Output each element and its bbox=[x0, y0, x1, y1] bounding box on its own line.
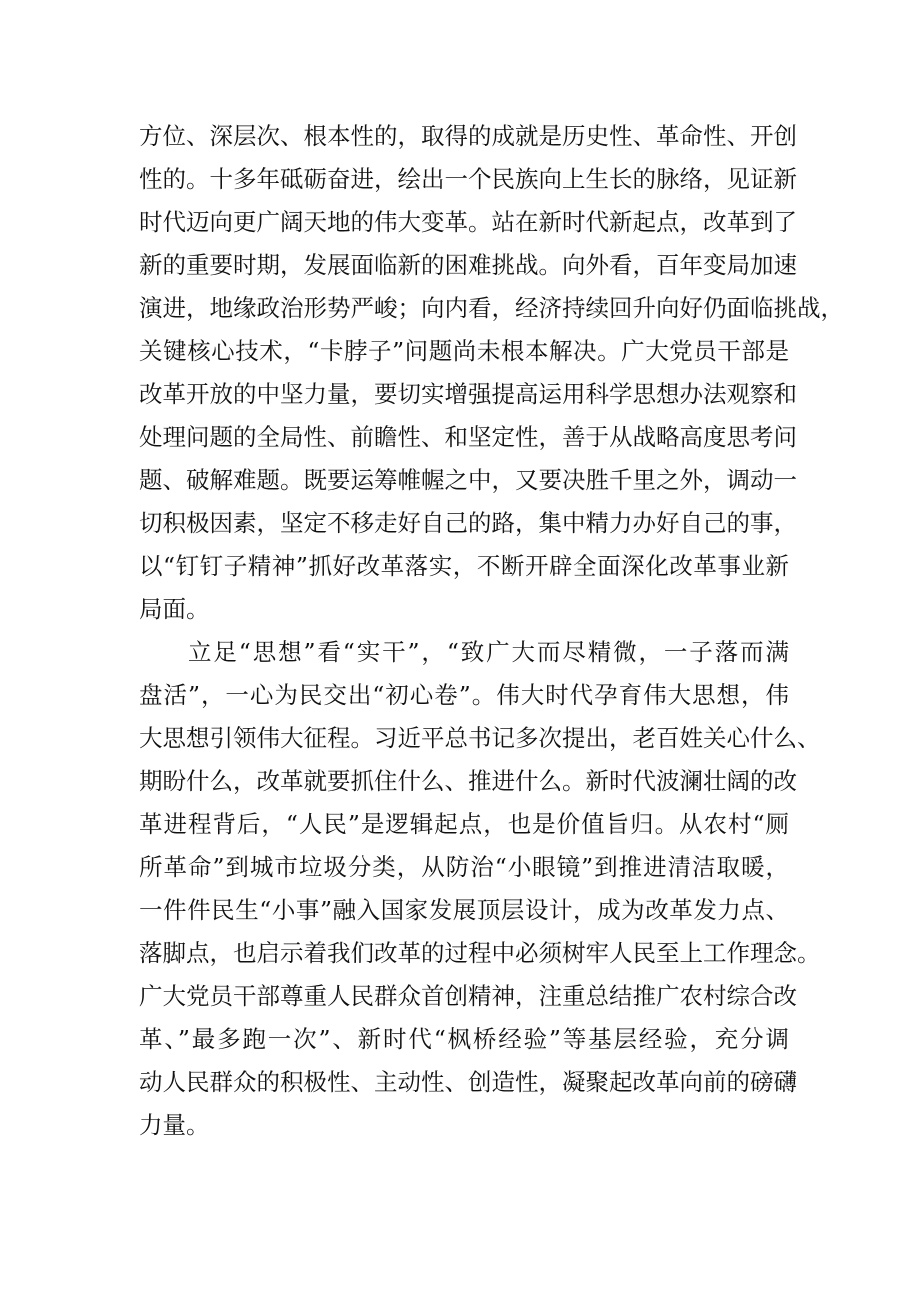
paragraph-2-line-12: 力量。 bbox=[139, 1111, 210, 1139]
paragraph-1-line-4: 新的重要时期，发展面临新的困难挑战。向外看，百年变局加速 bbox=[139, 251, 797, 279]
paragraph-2-line-10: 革、”最多跑一次”、新时代“枫桥经验”等基层经验，充分调 bbox=[139, 1025, 789, 1053]
paragraph-2-line-7: 一件件民生“小事”融入国家发展顶层设计，成为改革发力点、 bbox=[139, 896, 789, 924]
paragraph-2-line-9: 广大党员干部尊重人民群众首创精神，注重总结推广农村综合改 bbox=[139, 982, 797, 1010]
paragraph-1-line-10: 切积极因素，坚定不移走好自己的路，集中精力办好自己的事， bbox=[139, 509, 797, 537]
paragraph-1-line-2: 性的。十多年砥砺奋进，绘出一个民族向上生长的脉络，见证新 bbox=[139, 165, 797, 193]
paragraph-2-line-6: 所革命”到城市垃圾分类，从防治“小眼镜”到推进清洁取暖， bbox=[139, 853, 789, 881]
paragraph-2-line-3: 大思想引领伟大征程。习近平总书记多次提出，老百姓关心什么、 bbox=[139, 724, 821, 752]
paragraph-1-line-11: 以“钉钉子精神”抓好改革落实，不断开辟全面深化改革事业新 bbox=[139, 552, 789, 580]
paragraph-2-line-11: 动人民群众的积极性、主动性、创造性，凝聚起改革向前的磅礴 bbox=[139, 1068, 797, 1096]
paragraph-1-line-3: 时代迈向更广阔天地的伟大变革。站在新时代新起点，改革到了 bbox=[139, 208, 797, 236]
paragraph-1-line-8: 处理问题的全局性、前瞻性、和坚定性，善于从战略高度思考问 bbox=[139, 423, 797, 451]
paragraph-2-line-1: 立足“思想”看“实干”，“致广大而尽精微，一子落而满 bbox=[188, 638, 789, 666]
paragraph-1-line-5: 演进，地缘政治形势严峻；向内看，经济持续回升向好仍面临挑战， bbox=[139, 294, 844, 322]
paragraph-1-line-7: 改革开放的中坚力量，要切实增强提高运用科学思想办法观察和 bbox=[139, 380, 797, 408]
paragraph-1-line-12: 局面。 bbox=[139, 595, 210, 623]
paragraph-2-line-2: 盘活”，一心为民交出“初心卷”。伟大时代孕育伟大思想，伟 bbox=[139, 681, 789, 709]
paragraph-2-line-8: 落脚点，也启示着我们改革的过程中必须树牢人民至上工作理念。 bbox=[139, 939, 821, 967]
paragraph-1-line-1: 方位、深层次、根本性的，取得的成就是历史性、革命性、开创 bbox=[139, 122, 797, 150]
paragraph-2-line-4: 期盼什么，改革就要抓住什么、推进什么。新时代波澜壮阔的改 bbox=[139, 767, 797, 795]
paragraph-1-line-9: 题、破解难题。既要运筹帷幄之中，又要决胜千里之外，调动一 bbox=[139, 466, 797, 494]
paragraph-2-line-5: 革进程背后，“人民”是逻辑起点，也是价值旨归。从农村“厕 bbox=[139, 810, 789, 838]
paragraph-1-line-6: 关键核心技术，“卡脖子”问题尚未根本解决。广大党员干部是 bbox=[139, 337, 789, 365]
